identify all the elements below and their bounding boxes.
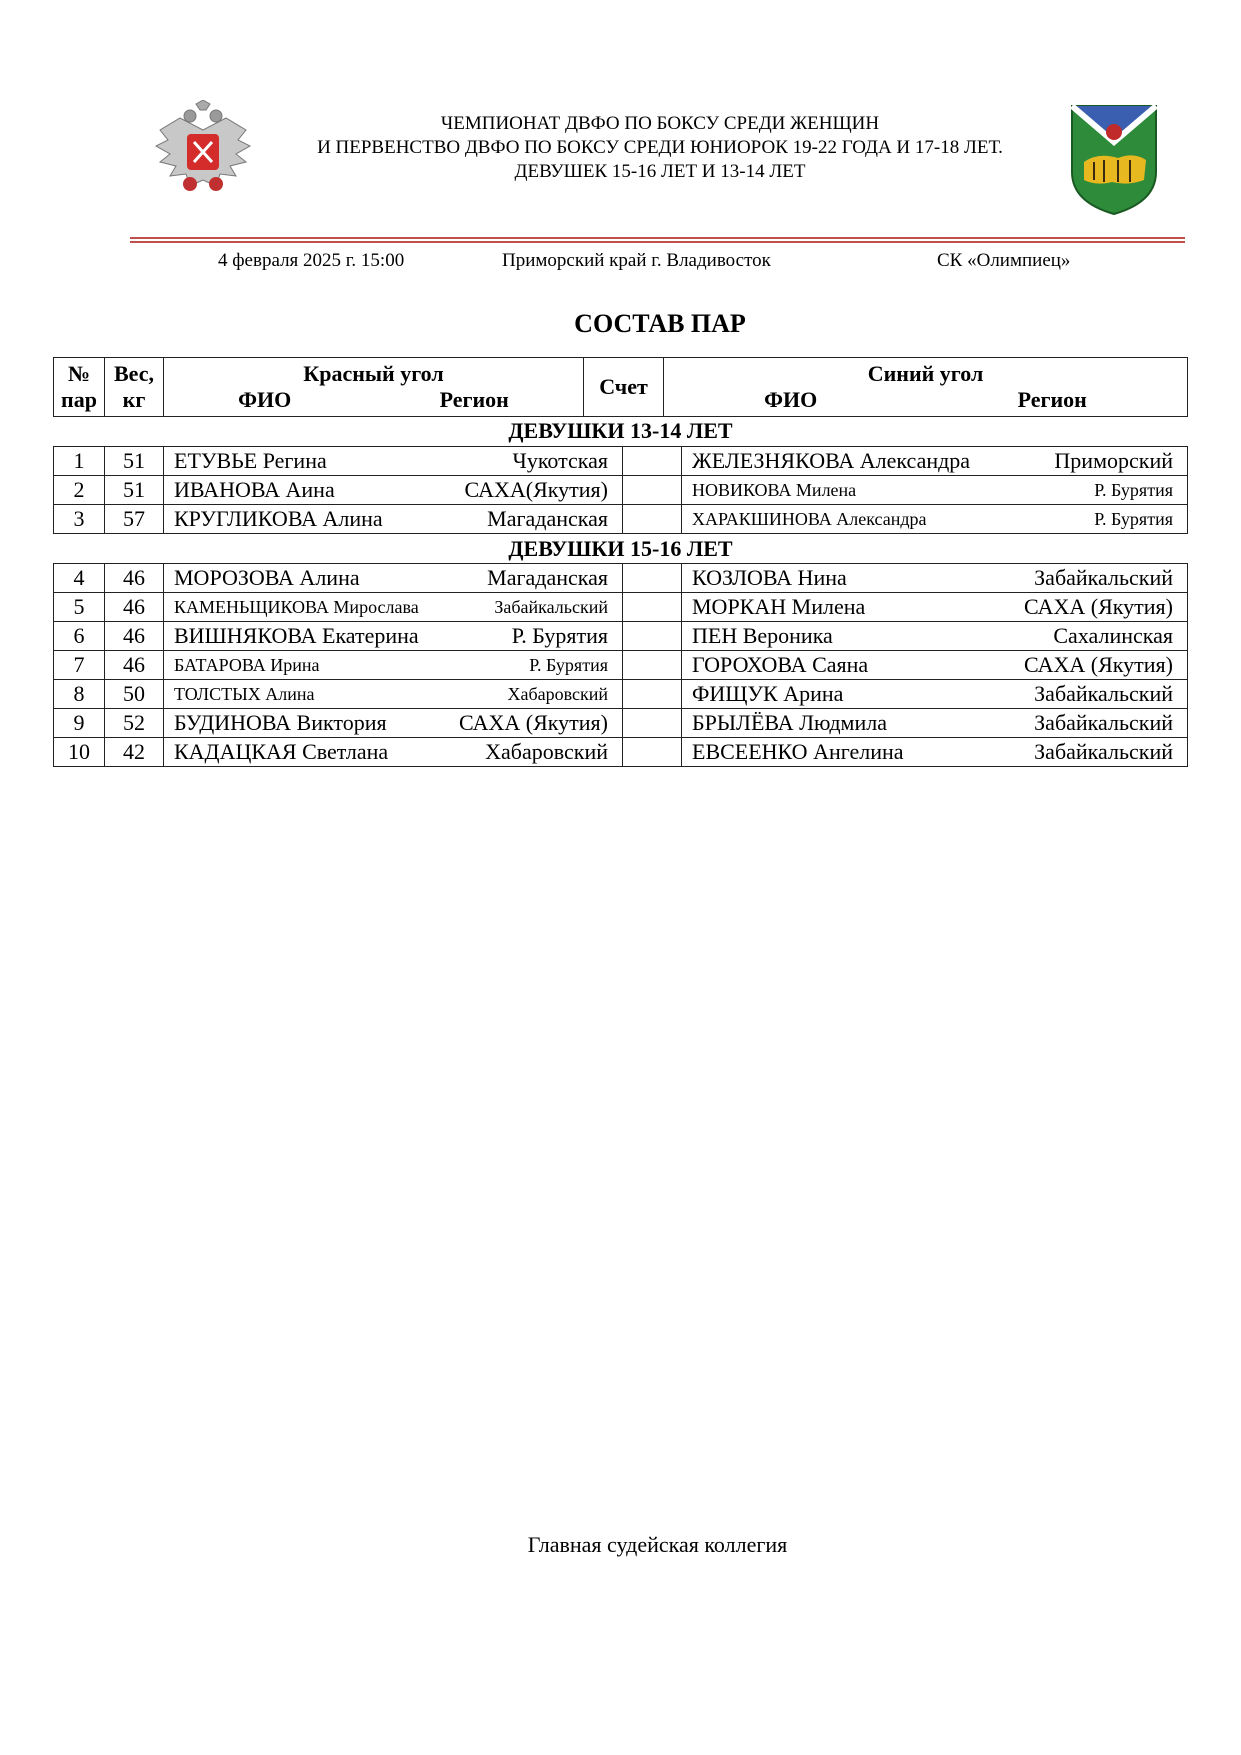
red-corner-cell (164, 476, 623, 505)
red-fighter-name: БАТАРОВА Ирина (174, 655, 320, 675)
pair-number: 10 (54, 738, 105, 767)
blue-fighter-name: БРЫЛЁВА Людмила (692, 710, 887, 735)
header-weight: Вес, кг (105, 358, 164, 417)
weight: 46 (105, 593, 164, 622)
score-cell (623, 564, 682, 593)
pair-number: 3 (54, 505, 105, 534)
score-cell (623, 709, 682, 738)
red-corner-cell (164, 680, 623, 709)
table-row (54, 709, 1188, 738)
blue-fighter-name: ФИЩУК Арина (692, 681, 844, 706)
pairs-table-girls-13-14 (53, 446, 1188, 534)
pair-number: 2 (54, 476, 105, 505)
red-fighter-region: Магаданская (487, 565, 608, 590)
blue-fighter-region: Забайкальский (1034, 710, 1173, 735)
blue-fighter-region: Забайкальский (1034, 739, 1173, 764)
pair-number: 1 (54, 447, 105, 476)
table-row (54, 505, 1188, 534)
pair-number: 8 (54, 680, 105, 709)
blue-fighter-name: ПЕН Вероника (692, 623, 833, 648)
score-cell (623, 593, 682, 622)
blue-fighter-name: КОЗЛОВА Нина (692, 565, 847, 590)
header-red-corner: Красный угол ФИО Регион (164, 358, 584, 417)
footer-signature: Главная судейская коллегия (527, 1532, 788, 1557)
blue-fighter-name: НОВИКОВА Милена (692, 480, 857, 500)
pairs-table-header (53, 357, 1188, 417)
red-fighter-region: САХА(Якутия) (464, 477, 608, 502)
weight: 57 (105, 505, 164, 534)
red-corner-cell (164, 564, 623, 593)
weight: 46 (105, 622, 164, 651)
blue-fighter-name: ХАРАКШИНОВА Александра (692, 509, 927, 529)
red-fighter-region: Р. Бурятия (529, 655, 608, 675)
blue-corner-cell (682, 738, 1188, 767)
red-fighter-name: МОРОЗОВА Алина (174, 565, 360, 590)
blue-corner-cell (682, 447, 1188, 476)
championship-title-line-3: ДЕВУШЕК 15-16 ЛЕТ И 13-14 ЛЕТ (514, 161, 806, 182)
event-venue: СК «Олимпиец» (937, 250, 1071, 271)
header-pair-number: № пар (54, 358, 105, 417)
red-corner-cell (164, 651, 623, 680)
red-corner-cell (164, 593, 623, 622)
table-row (54, 447, 1188, 476)
weight: 46 (105, 651, 164, 680)
blue-fighter-region: Р. Бурятия (1094, 509, 1173, 529)
red-fighter-region: Забайкальский (494, 597, 608, 617)
red-corner-cell (164, 447, 623, 476)
score-cell (623, 622, 682, 651)
red-fighter-region: Р. Бурятия (511, 623, 608, 648)
red-fighter-region: Хабаровский (507, 684, 608, 704)
event-date: 4 февраля 2025 г. 15:00 (218, 250, 405, 271)
weight: 51 (105, 447, 164, 476)
blue-corner-cell (682, 651, 1188, 680)
blue-corner-cell (682, 709, 1188, 738)
pair-number: 6 (54, 622, 105, 651)
pair-number: 4 (54, 564, 105, 593)
score-cell (623, 476, 682, 505)
red-fighter-region: Чукотская (512, 448, 608, 473)
pair-number: 5 (54, 593, 105, 622)
blue-corner-cell (682, 564, 1188, 593)
blue-fighter-region: САХА (Якутия) (1024, 594, 1173, 619)
table-row (54, 593, 1188, 622)
red-fighter-name: КАМЕНЬЩИКОВА Мирослава (174, 597, 419, 617)
table-row (54, 476, 1188, 505)
blue-fighter-region: Приморский (1054, 448, 1173, 473)
weight: 42 (105, 738, 164, 767)
score-cell (623, 680, 682, 709)
table-row (54, 564, 1188, 593)
red-fighter-name: ЕТУВЬЕ Регина (174, 448, 327, 473)
score-cell (623, 505, 682, 534)
red-corner-cell (164, 505, 623, 534)
red-fighter-name: ИВАНОВА Аина (174, 477, 335, 502)
blue-corner-cell (682, 680, 1188, 709)
blue-corner-cell (682, 505, 1188, 534)
red-corner-cell (164, 738, 623, 767)
championship-title-line-2: И ПЕРВЕНСТВО ДВФО ПО БОКСУ СРЕДИ ЮНИОРОК 19-22 ГОДА И 17-18 ЛЕТ. (317, 137, 1003, 158)
red-fighter-name: ТОЛСТЫХ Алина (174, 684, 315, 704)
header-blue-corner: Синий угол ФИО Регион (664, 358, 1188, 417)
pair-number: 9 (54, 709, 105, 738)
primorsky-coat-of-arms-icon (1068, 102, 1160, 216)
red-fighter-region: Хабаровский (485, 739, 608, 764)
score-cell (623, 651, 682, 680)
blue-fighter-region: Забайкальский (1034, 565, 1173, 590)
blue-fighter-name: ЕВСЕЕНКО Ангелина (692, 739, 904, 764)
blue-fighter-name: МОРКАН Милена (692, 594, 866, 619)
blue-corner-cell (682, 593, 1188, 622)
document-title: СОСТАВ ПАР (574, 309, 746, 338)
blue-corner-cell (682, 622, 1188, 651)
section-title: ДЕВУШКИ 13-14 ЛЕТ (508, 418, 733, 443)
championship-title-line-1: ЧЕМПИОНАТ ДВФО ПО БОКСУ СРЕДИ ЖЕНЩИН (440, 113, 880, 134)
weight: 51 (105, 476, 164, 505)
weight: 50 (105, 680, 164, 709)
table-row (54, 651, 1188, 680)
blue-corner-cell (682, 476, 1188, 505)
pairs-table-girls-15-16 (53, 563, 1188, 767)
table-row (54, 622, 1188, 651)
red-corner-cell (164, 709, 623, 738)
red-fighter-name: КАДАЦКАЯ Светлана (174, 739, 389, 764)
red-fighter-name: ВИШНЯКОВА Екатерина (174, 623, 419, 648)
blue-fighter-name: ГОРОХОВА Саяна (692, 652, 869, 677)
blue-fighter-region: Забайкальский (1034, 681, 1173, 706)
score-cell (623, 447, 682, 476)
weight: 46 (105, 564, 164, 593)
table-row (54, 680, 1188, 709)
pair-number: 7 (54, 651, 105, 680)
header-divider (130, 237, 1185, 239)
blue-fighter-name: ЖЕЛЕЗНЯКОВА Александра (692, 448, 971, 473)
header-score: Счет (584, 358, 664, 417)
red-corner-cell (164, 622, 623, 651)
weight: 52 (105, 709, 164, 738)
score-cell (623, 738, 682, 767)
blue-fighter-region: САХА (Якутия) (1024, 652, 1173, 677)
red-fighter-name: БУДИНОВА Виктория (174, 710, 387, 735)
red-fighter-region: САХА (Якутия) (459, 710, 608, 735)
header-divider (130, 241, 1185, 243)
section-title: ДЕВУШКИ 15-16 ЛЕТ (508, 536, 733, 561)
event-location: Приморский край г. Владивосток (502, 250, 771, 271)
blue-fighter-region: Сахалинская (1053, 623, 1173, 648)
red-fighter-region: Магаданская (487, 506, 608, 531)
russian-eagle-emblem-icon (150, 100, 256, 202)
blue-fighter-region: Р. Бурятия (1094, 480, 1173, 500)
table-row (54, 738, 1188, 767)
red-fighter-name: КРУГЛИКОВА Алина (174, 506, 383, 531)
